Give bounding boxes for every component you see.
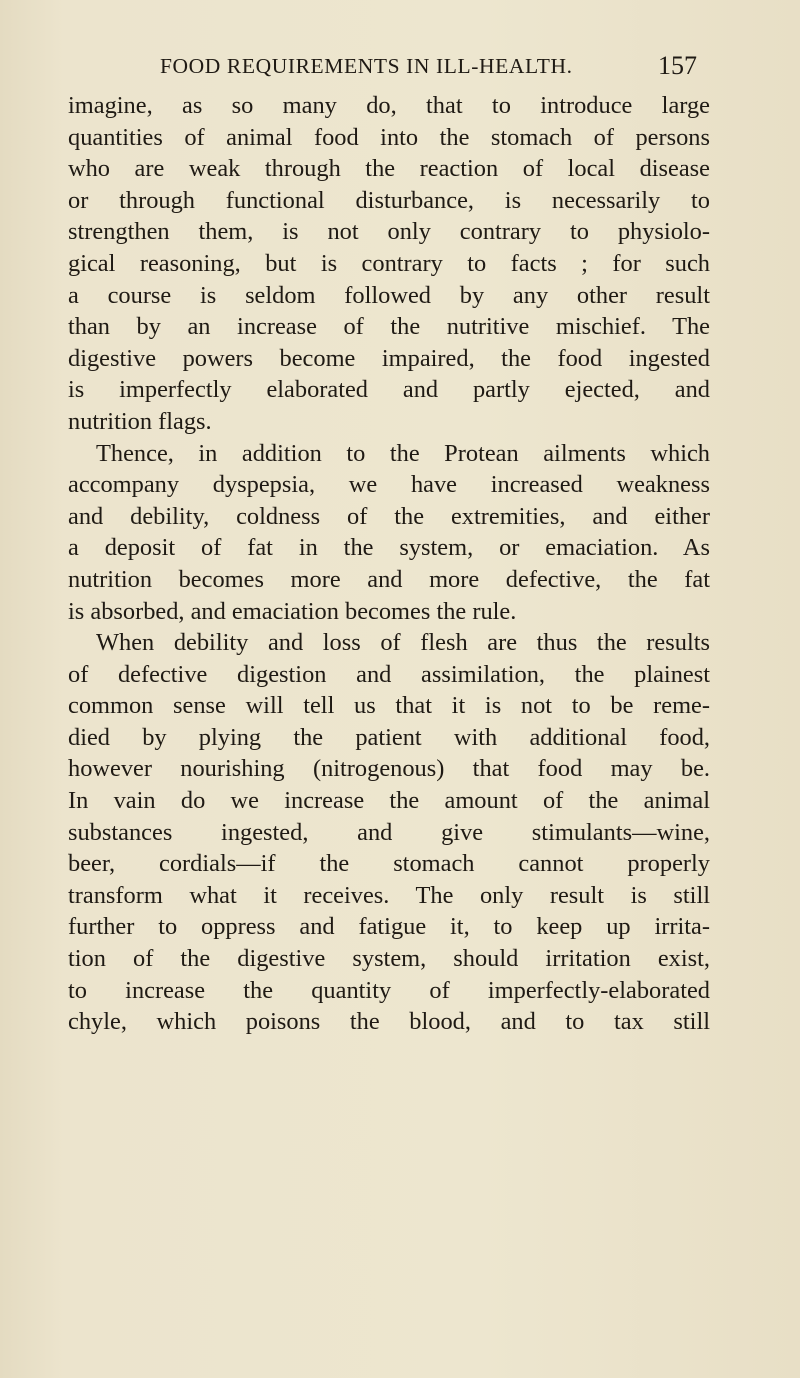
- text-line: substances ingested, and give stimulants—wine,: [68, 818, 710, 846]
- text-line: strengthen them, is not only contrary to physiolo-: [68, 218, 710, 246]
- text-line: a deposit of fat in the system, or emaciation. As: [68, 534, 710, 562]
- text-line: to increase the quantity of imperfectly-elaborated: [68, 976, 710, 1004]
- text-line: chyle, which poisons the blood, and to tax still: [68, 1008, 710, 1036]
- text-line: In vain do we increase the amount of the animal: [68, 787, 710, 815]
- text-line: digestive powers become impaired, the food ingested: [68, 344, 710, 372]
- text-line: gical reasoning, but is contrary to facts ; for such: [68, 249, 710, 277]
- text-line: accompany dyspepsia, we have increased weakness: [68, 471, 710, 499]
- text-line: is absorbed, and emaciation becomes the rule.: [68, 597, 517, 625]
- text-line: or through functional disturbance, is necessarily to: [68, 186, 710, 214]
- text-line: beer, cordials—if the stomach cannot properly: [68, 850, 710, 878]
- text-line: quantities of animal food into the stomach of persons: [68, 123, 710, 151]
- page-number: 157: [658, 51, 697, 80]
- text-line: tion of the digestive system, should irritation exist,: [68, 945, 710, 973]
- text-line: is imperfectly elaborated and partly ejected, and: [68, 376, 710, 404]
- running-head: [0, 52, 800, 82]
- text-line: imagine, as so many do, that to introduce large: [68, 92, 710, 119]
- text-line: and debility, coldness of the extremities, and either: [68, 502, 710, 530]
- text-line: further to oppress and fatigue it, to keep up irrita-: [68, 913, 710, 941]
- text-line: common sense will tell us that it is not to be reme-: [68, 692, 710, 720]
- text-line: When debility and loss of flesh are thus the results: [96, 629, 710, 657]
- running-title: FOOD REQUIREMENTS IN ILL-HEALTH.: [160, 54, 573, 78]
- text-line: Thence, in addition to the Protean ailments which: [96, 439, 710, 467]
- text-line: of defective digestion and assimilation, the plainest: [68, 660, 710, 688]
- text-line: nutrition becomes more and more defective, the fat: [68, 565, 710, 593]
- text-line: transform what it receives. The only result is still: [68, 881, 710, 909]
- text-line: nutrition flags.: [68, 407, 212, 435]
- text-line: than by an increase of the nutritive mischief. The: [68, 313, 710, 341]
- text-line: however nourishing (nitrogenous) that food may be.: [68, 755, 710, 783]
- body-text: [68, 90, 710, 1038]
- text-line: a course is seldom followed by any other result: [68, 281, 710, 309]
- text-line: died by plying the patient with additional food,: [68, 723, 710, 751]
- text-line: who are weak through the reaction of local disease: [68, 155, 710, 183]
